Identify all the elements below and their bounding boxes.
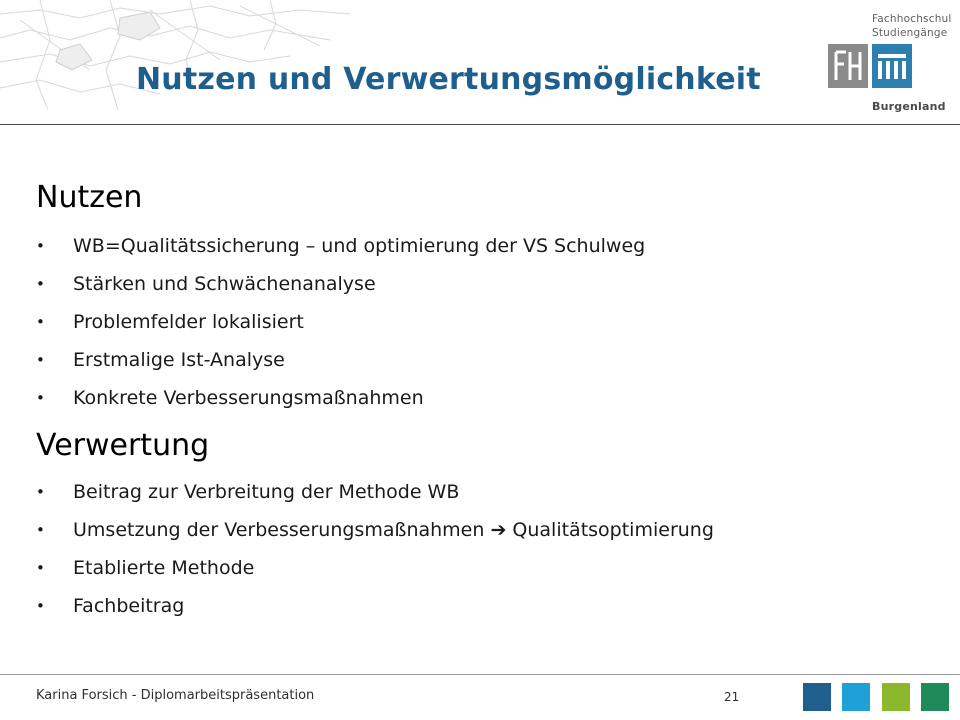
section-heading-nutzen: Nutzen: [36, 180, 143, 215]
imb-logo-icon: [872, 44, 912, 88]
bullet-icon: •: [36, 521, 45, 539]
imb-mark-icon: [872, 44, 912, 88]
bullet-icon: •: [36, 597, 45, 615]
color-square-dark-blue: [803, 683, 831, 711]
footer-author: Karina Forsich - Diplomarbeitspräsentation: [36, 688, 315, 703]
logo-line-2: Studiengänge: [872, 27, 948, 39]
list-item-text: Umsetzung der Verbesserungsmaßnahmen ➔ Qualitätsoptimierung: [73, 519, 714, 541]
footer-divider: [0, 674, 960, 675]
list-item: [36, 386, 645, 424]
bullet-icon: •: [36, 389, 45, 407]
bullet-icon: •: [36, 483, 45, 501]
bullet-icon: •: [36, 237, 45, 255]
list-item-text: Erstmalige Ist-Analyse: [73, 349, 285, 371]
header-divider: [0, 124, 960, 125]
color-square-green: [882, 683, 910, 711]
list-item-text: Etablierte Methode: [73, 557, 255, 579]
list-item-text: Problemfelder lokalisiert: [73, 311, 304, 333]
logo-line-3: Burgenland: [872, 100, 946, 113]
bullet-icon: •: [36, 313, 45, 331]
color-square-dark-green: [921, 683, 949, 711]
list-item: [36, 594, 714, 632]
institution-logo: [828, 0, 960, 124]
list-item-text: Fachbeitrag: [73, 595, 185, 617]
fh-logo-icon: [828, 44, 868, 88]
page-title: Nutzen und Verwertungsmöglichkeit: [136, 62, 761, 97]
list-item: [36, 310, 645, 348]
list-item-text: Beitrag zur Verbreitung der Methode WB: [73, 481, 460, 503]
page-number: 21: [724, 690, 740, 704]
bullet-icon: •: [36, 559, 45, 577]
bullet-icon: •: [36, 275, 45, 293]
bullet-list-verwertung: [36, 480, 714, 632]
list-item-text: WB=Qualitätssicherung – und optimierung der VS Schulweg: [73, 235, 646, 257]
color-square-light-blue: [842, 683, 870, 711]
list-item: [36, 272, 645, 310]
list-item: [36, 518, 714, 556]
bullet-list-nutzen: [36, 234, 645, 424]
list-item: [36, 348, 645, 386]
bullet-icon: •: [36, 351, 45, 369]
list-item: [36, 556, 714, 594]
fh-mark-icon: [828, 44, 868, 88]
logo-line-1: Fachhochschul: [872, 13, 952, 25]
list-item-text: Konkrete Verbesserungsmaßnahmen: [73, 387, 424, 409]
list-item: [36, 234, 645, 272]
list-item-text: Stärken und Schwächenanalyse: [73, 273, 376, 295]
list-item: [36, 480, 714, 518]
section-heading-verwertung: Verwertung: [36, 428, 210, 463]
